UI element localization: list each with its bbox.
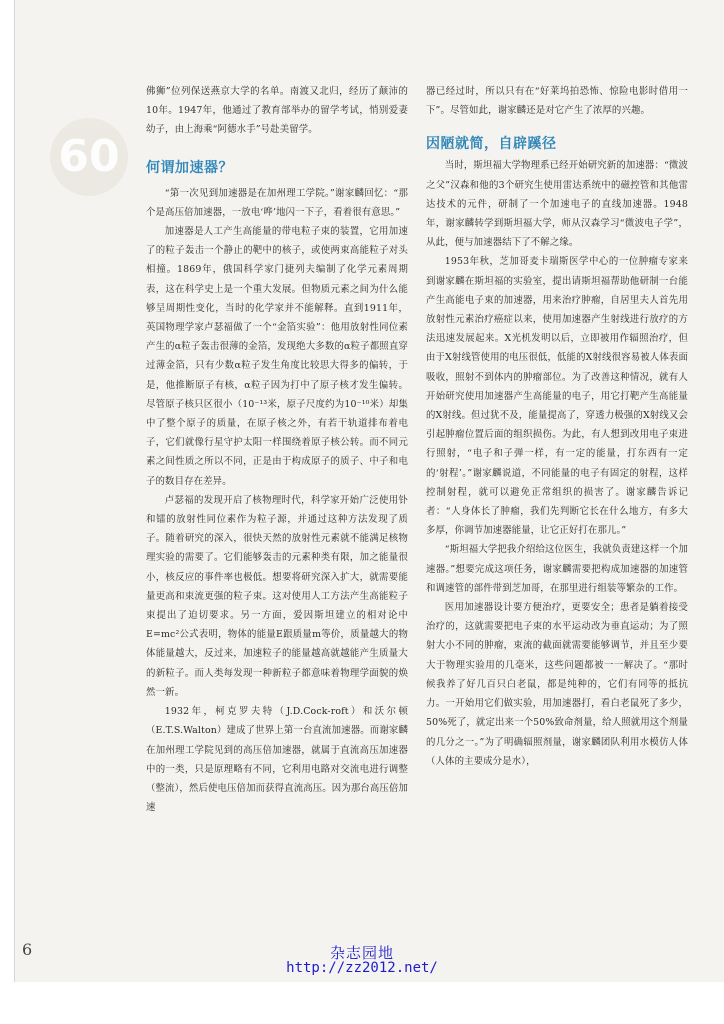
right-column — [426, 82, 688, 771]
left-paragraph-4: 1932年，柯克罗夫特（J.D.Cock-roft）和沃尔顿（E.T.S.Walton）建成了世界上第一台直流加速器。而谢家麟在加州理工学院见到的高压倍加速器，就属于直流高压加速器中的一类，只是原理略有不同，它利用电路对交流电进行调整（整流），然后使电压倍加而获得直流高压。因为那台高压倍加速 — [146, 706, 409, 814]
left-column — [146, 82, 408, 817]
right-paragraph-1: 当时，斯坦福大学物理系已经开始研究新的加速器：“微波之父”汉森和他的3个研究生使用雷达系统中的磁控管和其他雷达技术的元件，研制了一个加速电子的直线加速器。1948年，谢家麟转学到斯坦福大学，师从汉森学习“微波电子学”，从此，便与加速器结下了不解之缘。 — [426, 160, 688, 249]
watermark-url: http://zz2012.net/ — [286, 960, 438, 976]
decorative-badge: 60 — [50, 118, 128, 196]
left-paragraph-3: 卢瑟福的发现开启了核物理时代，科学家开始广泛使用钋和镭的放射性同位素作为粒子源，并通过这种方法发现了质子。随着研究的深入，很快天然的放射性元素就不能满足核物理实验的需要了。它们能够轰击的元素种类有限，加之能量很小，核反应的事件率也极低。想要将研究深入扩大，就需要能量更高和束流更强的粒子束。这对使用人工方法产生高能粒子束提出了迫切要求。另一方面，爱因斯坦建立的相对论中E=mc²公式表明，物体的能量E跟质量m等价，质量越大的物体能量越大，反过来，加速粒子的能量越高就越能产生质量大的新粒子。而人类每发现一种新粒子都意味着物理学面貌的焕然一新。 — [146, 494, 408, 698]
right-paragraph-3: “斯坦福大学把我介绍给这位医生，我就负责建这样一个加速器。”想要完成这项任务，谢家麟需要把构成加速器的加速管和调速管的部件带到芝加哥，在那里进行组装等繁杂的工作。 — [426, 544, 688, 594]
section-heading-accelerator: 何谓加速器？ — [146, 159, 233, 176]
watermark-site-name: 杂志园地 — [329, 944, 394, 962]
right-paragraph-4: 医用加速器设计要方便治疗，更要安全；患者是躺着接受治疗的，这就需要把电子束的水平运动改为垂直运动；为了照射大小不同的肿瘤，束流的截面就需要能够调节，并且至少要大于物理实验用的几毫米，这些问题都被一一解决了。“那时候我养了好几百只白老鼠，都是纯种的，它们有同等的抵抗力。一开始用它们做实验，用加速器打，看白老鼠死了多少，50%死了，就定出来一个50%致命剂量，给人照就用这个剂量的几分之一。”为了明确辐照剂量，谢家麟团队利用水模仿人体（人体的主要成分是水）， — [426, 602, 688, 767]
right-paragraph-2: 1953年秋，芝加哥麦卡瑞斯医学中心的一位肿瘤专家来到谢家麟在斯坦福的实验室，提出请斯坦福帮助他研制一台能产生高能电子束的加速器，用来治疗肿瘤，自居里夫人首先用放射性元素治疗癌症以来，使用加速器产生射线进行放疗的方法迅速发展起来。X光机发明以后，立即被用作辐照治疗，但由于X射线管使用的电压很低，低能的X射线很容易被人体表面吸收，照射不到体内的肿瘤部位。为了改善这种情况，就有人开始研究使用加速器产生高能量的电子，用它打靶产生高能量的X射线。但过犹不及，能量提高了，穿透力极强的X射线又会引起肿瘤位置后面的组织损伤。为此，有人想到改用电子束进行照射，“电子和子弹一样，有一定的能量，打东西有一定的‘射程’。”谢家麟说道，不同能量的电子有固定的射程，这样控制射程，就可以避免正常组织的损害了。谢家麟告诉记者：“人身体长了肿瘤，我们先判断它长在什么地方，有多大多厚，你调节加速器能量，让它正好打在那儿。” — [426, 256, 688, 537]
page-number: 6 — [22, 940, 33, 959]
left-paragraph-0: 佛狮”位列保送燕京大学的名单。南渡又北归，经历了颠沛的10年。1947年，他通过了教育部举办的留学考试，悄别爱妻幼子，由上海乘“阿德水手”号赴美留学。 — [146, 86, 408, 136]
right-paragraph-0: 器已经过时，所以只有在“好莱坞拍恐怖、惊险电影时借用一下”。尽管如此，谢家麟还是对它产生了浓厚的兴趣。 — [426, 86, 688, 117]
left-paragraph-1: “第一次见到加速器是在加州理工学院。”谢家麟回忆：“那个是高压倍加速器，一放电‘哗’地闪一下子，看着很有意思。” — [146, 187, 408, 218]
section-heading-own-path: 因陋就简，自辟蹊径 — [426, 136, 557, 153]
left-paragraph-2: 加速器是人工产生高能量的带电粒子束的装置，它用加速了的粒子轰击一个静止的靶中的核子，或使两束高能粒子对头相撞。1869年，俄国科学家门捷列夫编制了化学元素周期表，这在科学史上是一个重大发展。但物质元素之间为什么能够呈周期性变化，当时的化学家并不能解释。直到1911年，英国物理学家卢瑟福做了一个“金箔实验”：他用放射性同位素产生的α粒子轰击很薄的金箔，发现绝大多数的α粒子都照直穿过薄金箔，只有少数α粒子发生角度比较思大得多的偏转，于是，他推断原子有核，α粒子因为打中了原子核才发生偏转。尽管原子核只区很小（10⁻¹³米，原子尺度约为10⁻¹⁰米）却集中了整个原子的质量，在原子核之外，有若干轨道排布着电子，它们就像行星守护太阳一样围绕着原子核公转。而不同元素之间性质之所以不同，正是由于构成原子的质子、中子和电子的数目存在差异。 — [146, 226, 408, 487]
